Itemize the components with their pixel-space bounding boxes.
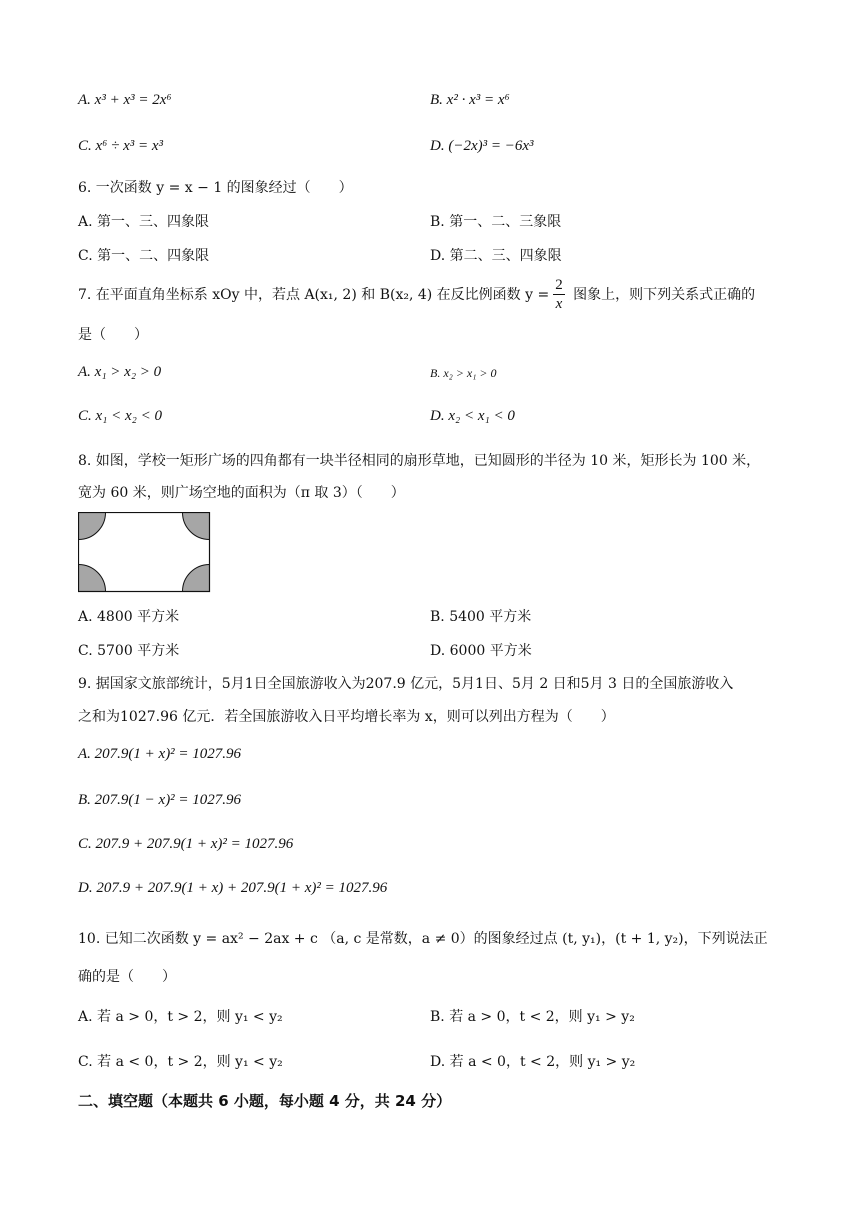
q9-stem-line1: 9. 据国家文旅部统计，5月1日全国旅游收入为207.9 亿元，5月1日、5月 2 日和5月 3 日的全国旅游收入 bbox=[78, 676, 734, 692]
sector-bottom-left bbox=[78, 565, 106, 595]
section-heading-fill-in: 二、填空题（本题共 6 小题，每小题 4 分，共 24 分） bbox=[78, 1092, 452, 1110]
q6-stem: 6. 一次函数 y = x − 1 的图象经过（ ） bbox=[78, 180, 353, 196]
q7-frac-num: 2 bbox=[555, 277, 563, 293]
q8-option-c: C. 5700 平方米 bbox=[78, 643, 180, 659]
q10-option-c: C. 若 a < 0，t > 2，则 y₁ < y₂ bbox=[78, 1054, 283, 1070]
q7-option-d: D. x₂ < x₁ < 0 bbox=[430, 408, 515, 424]
q7-option-c: C. x₁ < x₂ < 0 bbox=[78, 408, 162, 424]
q7-stem bbox=[78, 278, 755, 312]
q10-option-a: A. 若 a > 0，t > 2，则 y₁ < y₂ bbox=[78, 1009, 283, 1025]
q6-option-b: B. 第一、二、三象限 bbox=[430, 214, 562, 230]
q9-option-d: D. 207.9 + 207.9(1 + x) + 207.9(1 + x)² = 1027.96 bbox=[78, 880, 388, 896]
sector-top-right bbox=[183, 512, 213, 540]
q7-stem-post: 图象上，则下列关系式正确的 bbox=[568, 287, 756, 303]
q9-stem-line2: 之和为1027.96 亿元．若全国旅游收入日平均增长率为 x，则可以列出方程为（ ） bbox=[78, 709, 615, 725]
q7-option-b: B. x₂ > x₁ > 0 bbox=[430, 366, 497, 380]
q7-fraction bbox=[553, 278, 565, 312]
q10-stem-line2: 确的是（ ） bbox=[78, 969, 176, 985]
q8-option-b: B. 5400 平方米 bbox=[430, 609, 532, 625]
q6-option-a: A. 第一、三、四象限 bbox=[78, 214, 210, 230]
q6-option-c: C. 第一、二、四象限 bbox=[78, 248, 210, 264]
q5-option-a: A. x³ + x³ = 2x⁶ bbox=[78, 92, 172, 108]
q8-option-d: D. 6000 平方米 bbox=[430, 643, 532, 659]
q5-option-c: C. x⁶ ÷ x³ = x³ bbox=[78, 138, 164, 154]
q8-option-a: A. 4800 平方米 bbox=[78, 609, 180, 625]
q7-option-a: A. x₁ > x₂ > 0 bbox=[78, 364, 162, 380]
q10-option-b: B. 若 a > 0，t < 2，则 y₁ > y₂ bbox=[430, 1009, 635, 1025]
q7-stem-pre: 7. 在平面直角坐标系 xOy 中，若点 A(x₁, 2) 和 B(x₂, 4) 在反比例函数 y = bbox=[78, 287, 550, 303]
q5-option-d: D. (−2x)³ = −6x³ bbox=[430, 138, 534, 154]
q8-stem-line2: 宽为 60 米，则广场空地的面积为（π 取 3）（ ） bbox=[78, 485, 405, 501]
q9-option-a: A. 207.9(1 + x)² = 1027.96 bbox=[78, 746, 242, 762]
q10-option-d: D. 若 a < 0，t < 2，则 y₁ > y₂ bbox=[430, 1054, 636, 1070]
q8-stem-line1: 8. 如图，学校一矩形广场的四角都有一块半径相同的扇形草地，已知圆形的半径为 10 米，矩形长为 100 米， bbox=[78, 453, 761, 469]
q9-option-b: B. 207.9(1 − x)² = 1027.96 bbox=[78, 792, 242, 808]
q5-option-b: B. x² · x³ = x⁶ bbox=[430, 92, 510, 108]
sector-top-left bbox=[78, 512, 106, 540]
rectangle-plaza-figure bbox=[78, 512, 212, 594]
q7-frac-den: x bbox=[555, 296, 563, 312]
q9-option-c: C. 207.9 + 207.9(1 + x)² = 1027.96 bbox=[78, 836, 294, 852]
sector-bottom-right bbox=[183, 565, 213, 595]
q7-stem-line2: 是（ ） bbox=[78, 327, 148, 343]
q6-option-d: D. 第二、三、四象限 bbox=[430, 248, 562, 264]
q10-stem-line1: 10. 已知二次函数 y = ax² − 2ax + c （a, c 是常数，a ≠ 0）的图象经过点 (t, y₁)，(t + 1, y₂)，下列说法正 bbox=[78, 931, 768, 947]
